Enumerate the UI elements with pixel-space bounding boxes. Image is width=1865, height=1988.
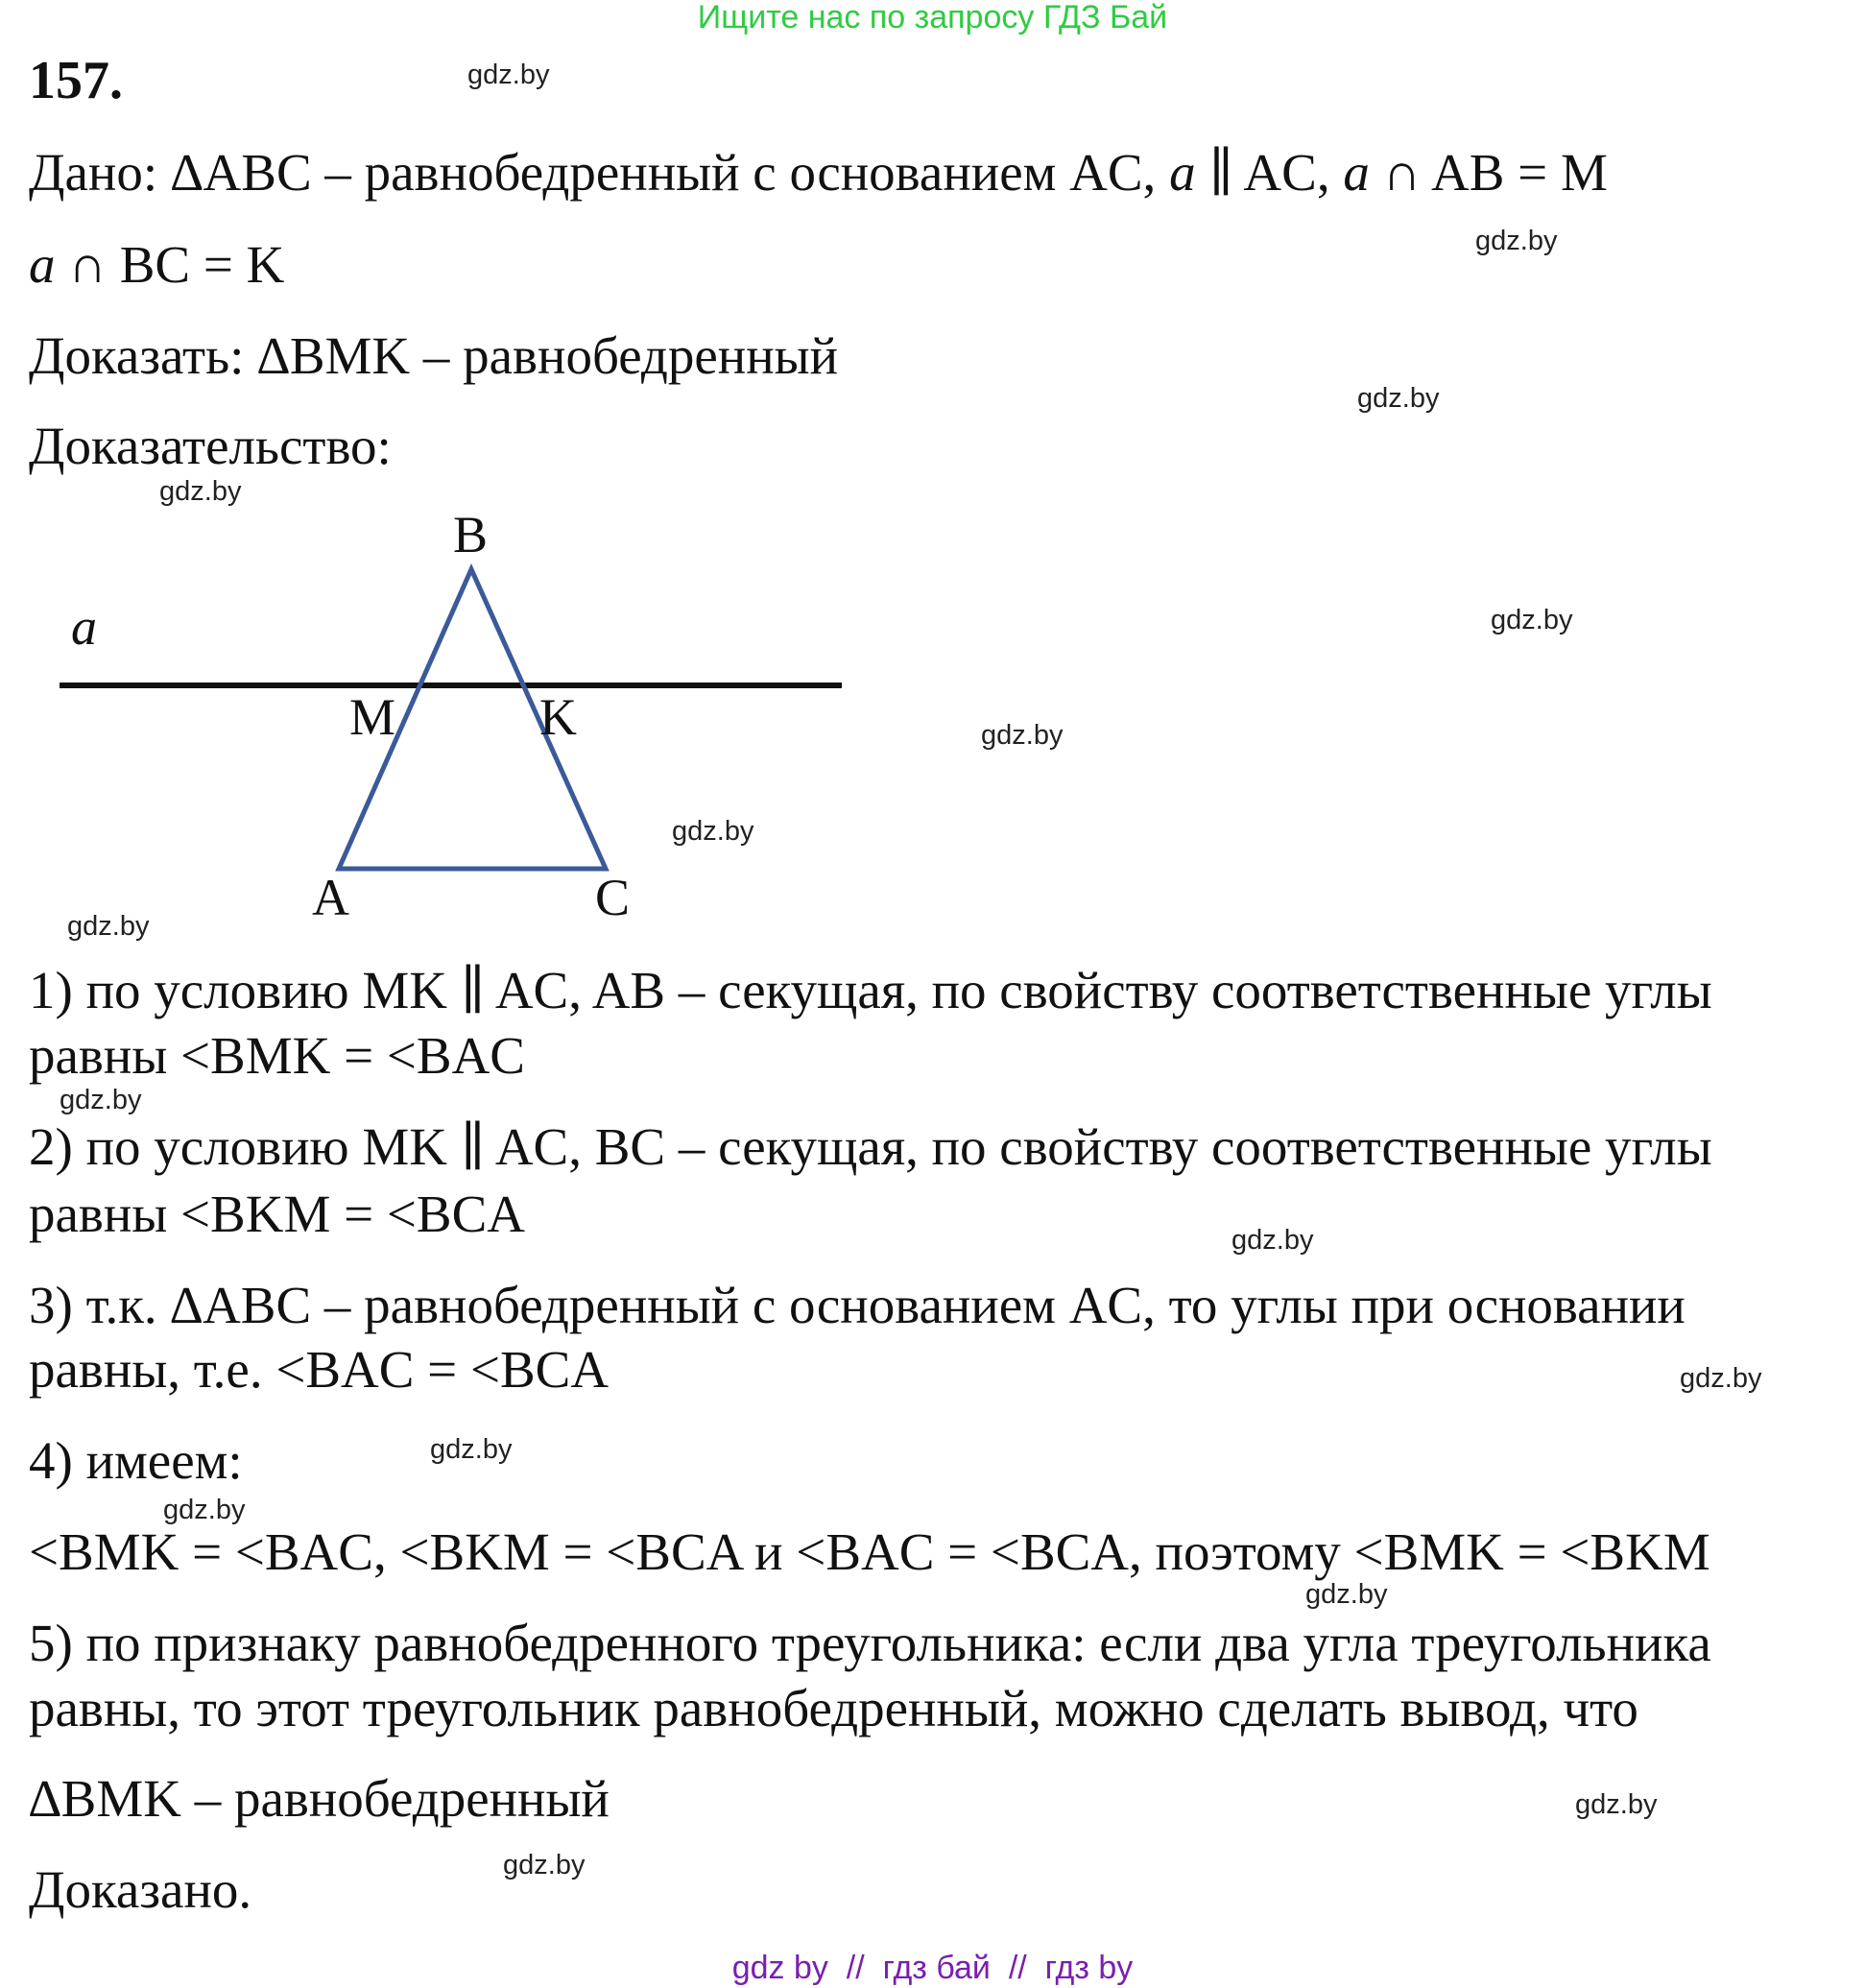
watermark: gdz.by <box>1680 1363 1762 1394</box>
watermark: gdz.by <box>1357 383 1440 414</box>
step-1-line-1: 1) по условию MK ∥ AC, AB – секущая, по свойству соответственные углы <box>29 961 1712 1019</box>
step-2-line-2: равны <BKM = <BCA <box>29 1185 525 1243</box>
watermark: gdz.by <box>163 1495 246 1525</box>
step-5-line-2: равны, то этот треугольник равнобедренный, можно сделать вывод, что <box>29 1679 1638 1737</box>
step-3-line-1: 3) т.к. ∆ABC – равнобедренный с основанием AC, то углы при основании <box>29 1276 1686 1334</box>
watermark: gdz.by <box>67 911 150 942</box>
given-parallel: ∥ AC, <box>1195 143 1344 202</box>
line-a-symbol: a <box>1343 143 1370 202</box>
label-vertex-b: B <box>453 506 489 563</box>
search-banner: Ищите нас по запросу ГДЗ Бай <box>697 0 1168 36</box>
step-1-line-2: равны <BMK = <BAC <box>29 1026 525 1085</box>
watermark: gdz.by <box>1575 1789 1658 1820</box>
given-label: Дано: ∆ABC – равнобедренный с основанием AC, <box>29 143 1170 202</box>
watermark: gdz.by <box>1475 226 1558 256</box>
label-vertex-a: A <box>312 869 349 926</box>
site-footer: gdz by // гдз бай // гдз by <box>731 1950 1134 1986</box>
step-5-line-3: ∆BMK – равнобедренный <box>29 1769 610 1828</box>
problem-number: 157. <box>29 51 123 110</box>
triangle-diagram <box>0 480 864 941</box>
label-point-k: K <box>539 688 577 746</box>
step-2-line-1: 2) по условию MK ∥ AC, BC – секущая, по свойству соответственные углы <box>29 1117 1712 1176</box>
given-intersection-bc: ∩ BC = K <box>55 235 285 294</box>
watermark: gdz.by <box>1305 1579 1388 1610</box>
label-vertex-c: C <box>595 869 631 926</box>
step-4-line-2: <BMK = <BAC, <BKM = <BCA и <BAC = <BCA, поэтому <BMK = <BKM <box>29 1522 1710 1581</box>
proof-heading: Доказательство: <box>29 417 392 475</box>
proof-conclusion: Доказано. <box>29 1860 252 1919</box>
given-line-1 <box>29 142 1608 204</box>
watermark: gdz.by <box>672 816 754 847</box>
watermark: gdz.by <box>60 1085 142 1115</box>
prove-statement: Доказать: ∆BMK – равнобедренный <box>29 326 839 385</box>
label-point-m: M <box>349 688 396 746</box>
step-4-line-1: 4) имеем: <box>29 1431 243 1490</box>
given-intersection-ab: ∩ AB = M <box>1369 143 1608 202</box>
watermark: gdz.by <box>430 1434 513 1465</box>
watermark: gdz.by <box>1491 605 1573 635</box>
watermark: gdz.by <box>503 1850 586 1880</box>
watermark: gdz.by <box>467 60 550 90</box>
watermark: gdz.by <box>159 476 242 507</box>
step-3-line-2: равны, т.е. <BAC = <BCA <box>29 1340 610 1399</box>
step-5-line-1: 5) по признаку равнобедренного треугольника: если два угла треугольника <box>29 1614 1711 1672</box>
line-a-symbol: a <box>29 235 56 294</box>
line-a-symbol: a <box>1169 143 1196 202</box>
watermark: gdz.by <box>1231 1225 1314 1256</box>
given-line-2 <box>29 234 284 296</box>
label-line-a: a <box>71 598 97 656</box>
watermark: gdz.by <box>981 720 1064 751</box>
